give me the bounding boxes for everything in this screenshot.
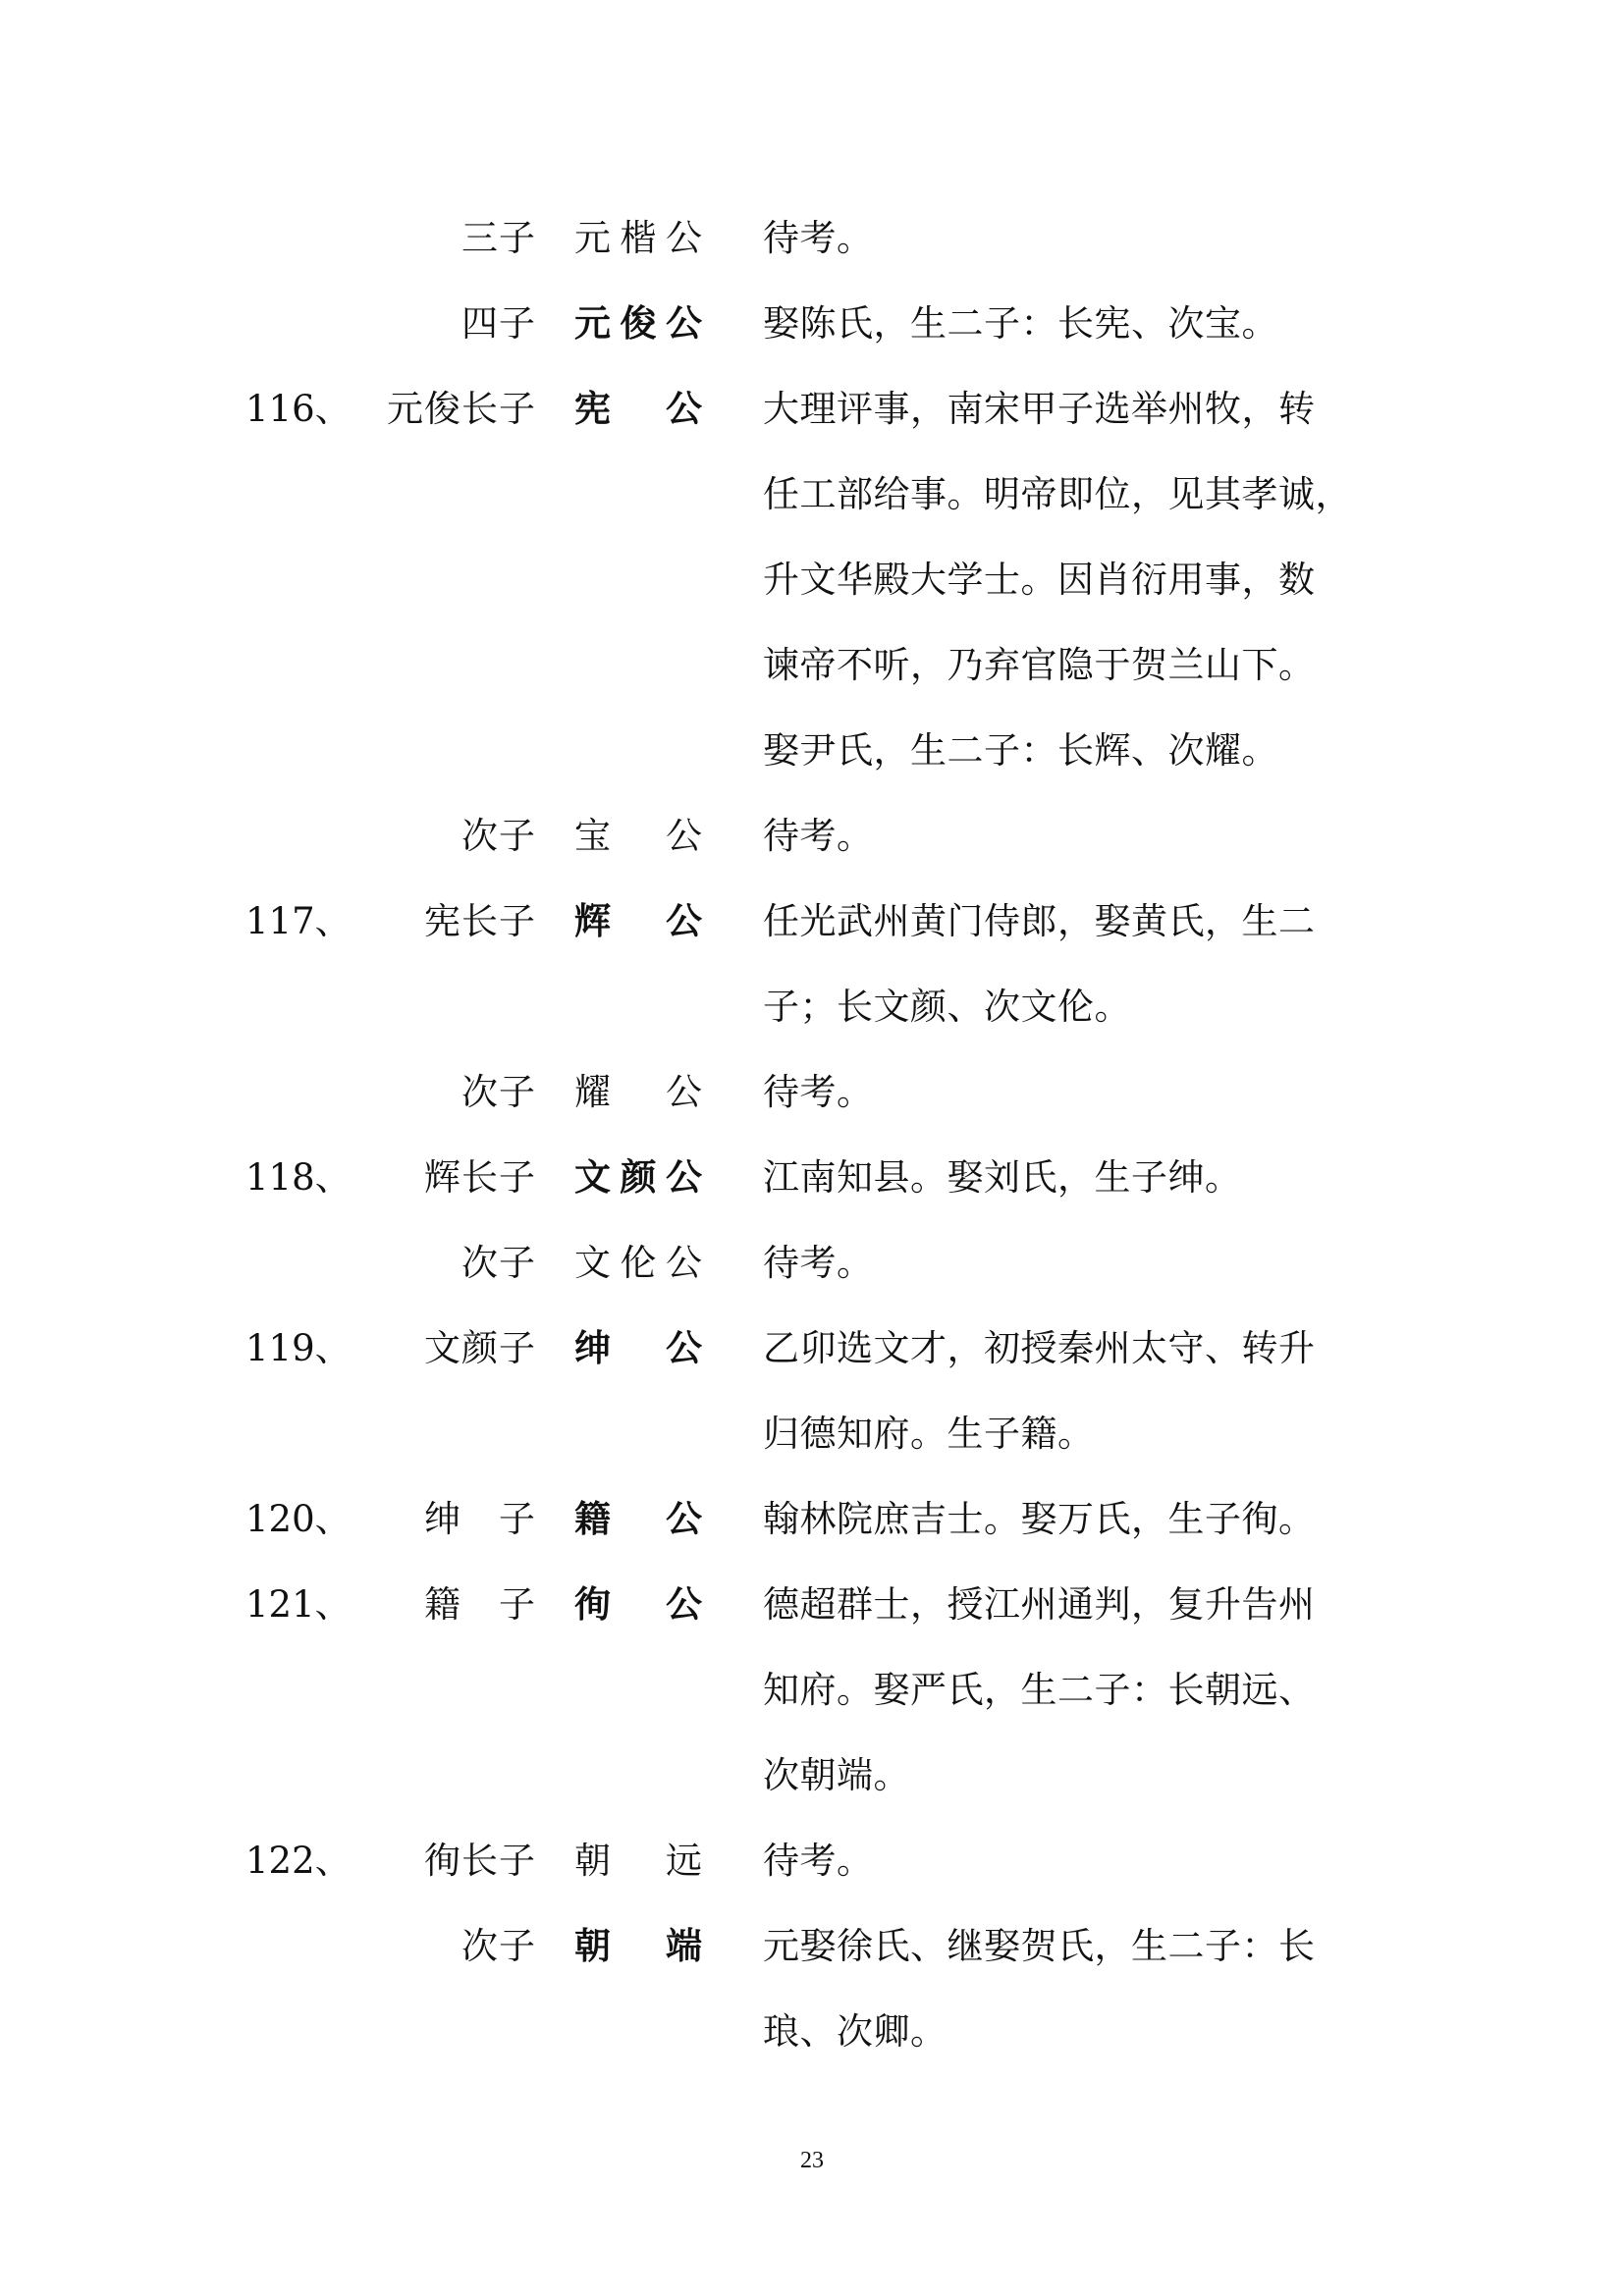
person-name: 徇公: [574, 1583, 702, 1626]
person-description: 元娶徐氏、继娶贺氏，生二子：长: [763, 1925, 1316, 1967]
genealogy-row: [0, 294, 1624, 380]
genealogy-row: [0, 2002, 1624, 2088]
person-description: 大理评事，南宋甲子选举州牧，转: [763, 388, 1316, 430]
person-description: 德超群士，授江州通判，复升告州: [763, 1583, 1316, 1626]
genealogy-row: [0, 1575, 1624, 1661]
generation-number: 117、: [245, 900, 352, 942]
relation-label: 宪长子: [424, 900, 536, 942]
person-description: 待考。: [763, 217, 874, 259]
genealogy-list: [0, 209, 1624, 2088]
person-description: 乙卯选文才，初授秦州太守、转升: [763, 1327, 1316, 1369]
person-description: 谏帝不听，乃弃官隐于贺兰山下。: [763, 644, 1316, 686]
relation-label: 次子: [461, 1242, 536, 1284]
relation-label: 绅 子: [424, 1498, 536, 1540]
person-name: 朝端: [574, 1925, 702, 1967]
genealogy-row: [0, 1148, 1624, 1234]
person-name: 朝远: [574, 1840, 702, 1882]
genealogy-row: [0, 465, 1624, 551]
generation-number: 121、: [245, 1583, 352, 1626]
genealogy-row: [0, 1490, 1624, 1575]
person-description: 待考。: [763, 815, 874, 857]
person-description: 待考。: [763, 1840, 874, 1882]
relation-label: 次子: [461, 815, 536, 857]
genealogy-row: [0, 1234, 1624, 1319]
generation-number: 116、: [245, 388, 352, 430]
genealogy-row: [0, 1063, 1624, 1148]
genealogy-row: [0, 978, 1624, 1063]
genealogy-row: [0, 1746, 1624, 1832]
genealogy-row: [0, 1319, 1624, 1405]
page-number: 23: [800, 2148, 824, 2173]
person-name: 宪公: [574, 388, 702, 430]
relation-label: 次子: [461, 1071, 536, 1113]
person-description: 任工部给事。明帝即位，见其孝诚，: [763, 473, 1352, 515]
person-name: 元俊公: [574, 302, 702, 345]
generation-number: 118、: [245, 1156, 352, 1199]
generation-number: 122、: [245, 1840, 352, 1882]
person-description: 子；长文颜、次文伦。: [763, 986, 1131, 1028]
genealogy-row: [0, 380, 1624, 465]
person-description: 归德知府。生子籍。: [763, 1413, 1095, 1455]
person-description: 娶陈氏，生二子：长宪、次宝。: [763, 302, 1278, 345]
person-name: 宝公: [574, 815, 702, 857]
relation-label: 元俊长子: [387, 388, 536, 430]
genealogy-row: [0, 892, 1624, 978]
relation-label: 籍 子: [424, 1583, 536, 1626]
person-description: 娶尹氏，生二子：长辉、次耀。: [763, 729, 1278, 772]
person-description: 待考。: [763, 1242, 874, 1284]
genealogy-row: [0, 209, 1624, 294]
relation-label: 次子: [461, 1925, 536, 1967]
person-description: 任光武州黄门侍郎，娶黄氏，生二: [763, 900, 1316, 942]
generation-number: 120、: [245, 1498, 352, 1540]
relation-label: 徇长子: [424, 1840, 536, 1882]
relation-label: 四子: [461, 302, 536, 345]
person-description: 升文华殿大学士。因肖衍用事，数: [763, 559, 1316, 601]
relation-label: 辉长子: [424, 1156, 536, 1199]
person-description: 江南知县。娶刘氏，生子绅。: [763, 1156, 1242, 1199]
relation-label: 三子: [461, 217, 536, 259]
genealogy-row: [0, 1405, 1624, 1490]
genealogy-row: [0, 721, 1624, 807]
person-name: 绅公: [574, 1327, 702, 1369]
genealogy-row: [0, 636, 1624, 721]
genealogy-row: [0, 1661, 1624, 1746]
relation-label: 文颜子: [424, 1327, 536, 1369]
person-description: 次朝端。: [763, 1754, 910, 1796]
genealogy-row: [0, 1917, 1624, 2002]
person-name: 籍公: [574, 1498, 702, 1540]
person-description: 琅、次卿。: [763, 2010, 947, 2053]
genealogy-row: [0, 1832, 1624, 1917]
genealogy-row: [0, 807, 1624, 892]
person-name: 辉公: [574, 900, 702, 942]
person-name: 文伦公: [574, 1242, 702, 1284]
person-name: 耀公: [574, 1071, 702, 1113]
generation-number: 119、: [245, 1327, 352, 1369]
genealogy-row: [0, 551, 1624, 636]
person-name: 文颜公: [574, 1156, 702, 1199]
person-description: 翰林院庶吉士。娶万氏，生子徇。: [763, 1498, 1316, 1540]
person-description: 待考。: [763, 1071, 874, 1113]
person-name: 元楷公: [574, 217, 702, 259]
person-description: 知府。娶严氏，生二子：长朝远、: [763, 1669, 1316, 1711]
